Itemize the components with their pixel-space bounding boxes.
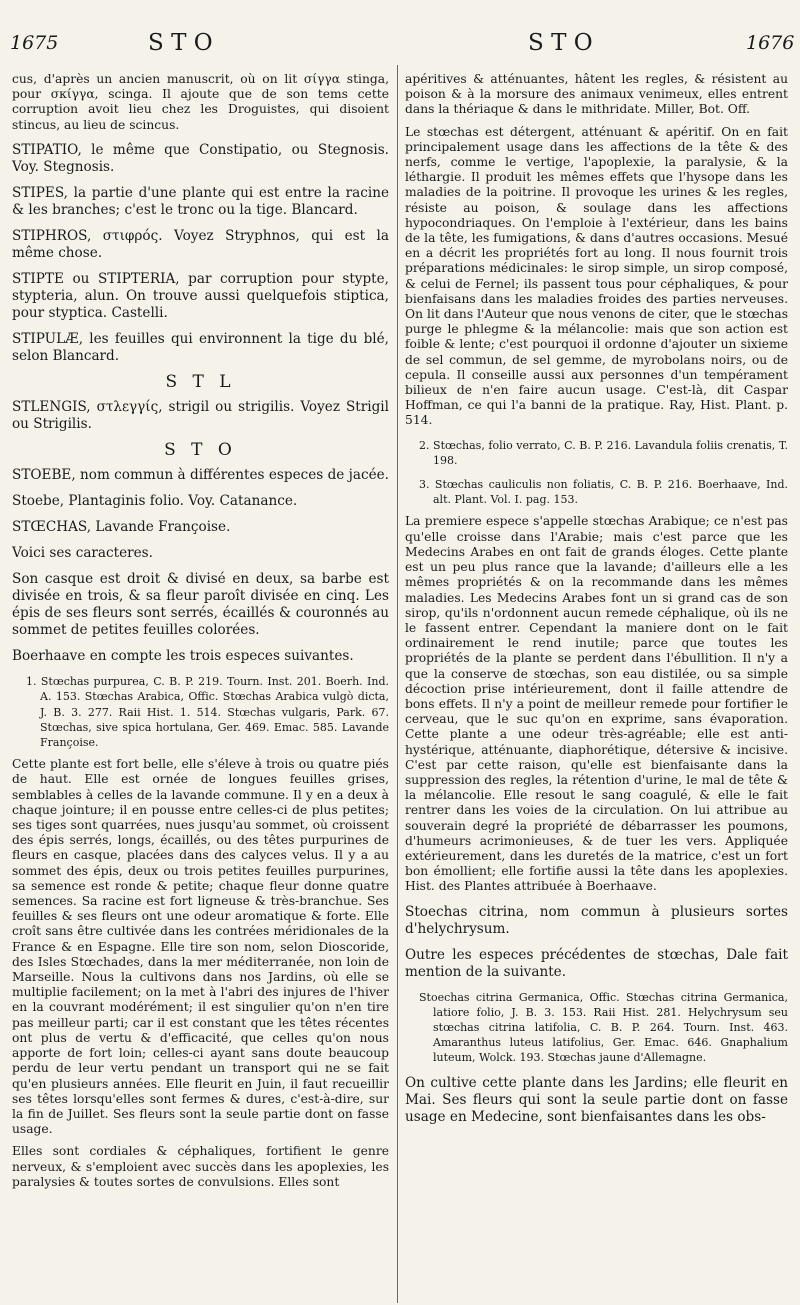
left-page-number: 1675 [10, 32, 59, 54]
dictionary-entry: Boerhaave en compte les trois especes suivantes. [12, 648, 354, 665]
body-paragraph: Cette plante est fort belle, elle s'éleve à trois ou quatre piés de haut. Elle est ornée de longues feuilles grises, semblables à celles de la lavande commune. Il y en a deux à chaque jointure; il en pousse entre celles-ci de plus petites; ses tiges sont quarrées, nues jusqu'au sommet, où croissent des épis serrés, longs, écaillés, ou des têtes purpurines de fleurs en casque, placées dans des calyces velus. Il y a au sommet des épis, deux ou trois petites feuilles purpurines, sa semence est ronde & petite; chaque fleur donne quatre semences. Sa racine est fort ligneuse & très-branchue. Ses feuilles & ses fleurs ont une odeur aromatique & forte. Elle croît sans être cultivée dans les contrées méridionales de la France & en Espagne. Elle tire son nom, selon Dioscoride, des Isles Stœchades, dans la mer méditerranée, non loin de Marseille. Nous la cultivons dans nos Jardins, où elle se multiplie facilement; on la met à l'abri des injures de l'hiver en la couvrant modérément; il est singulier qu'on n'en tire pas meilleur parti; car il est constant que les têtes récentes ont plus de vertu & d'efficacité, que celles qu'on nous apporte de fort loin; celles-ci ayant sans doute beaucoup perdu de leur vertu pendant un transport qui ne se fait qu'en plusieurs années. Elle fleurit en Juin, il faut recueillir ses têtes lorsqu'elles sont fermes & dures, c'est-à-dire, sur la fin de Juillet. Ses fleurs sont la seule partie dont on fasse usage. [12, 757, 389, 1137]
right-page-number: 1676 [746, 32, 795, 54]
dictionary-entry: Stoebe, Plantaginis folio. Voy. Catanance. [12, 493, 298, 510]
body-paragraph: Le stœchas est détergent, atténuant & apéritif. On en fait principalement usage dans les affections de la tête & des nerfs, comme le vertige, l'apoplexie, la paralysie, & la léthargie. Il produit les mêmes effets que l'hysope dans les maladies de la poitrine. Il provoque les urines & les regles, résiste au poison, & soulage dans les affections hypocondriaques. On l'emploie à l'extérieur, dans les bains de la tête, les fumigations, & dans d'autres occasions. Mesué en a décrit les propriétés fort au long. Il nous fournit trois préparations médicinales: le sirop simple, un sirop composé, & celui de Fernel; ils passent tous pour céphaliques, & pour bienfaisans dans les maladies froides des parties nerveuses. On lit dans l'Auteur que nous venons de citer, que le stœchas purge le phlegme & la mélancolie: mais que son action est foible & lente; c'est pourquoi il ordonne d'ajouter un sixieme de sel commun, de sel gemme, de myrobolans noirs, ou de cepula. Il conseille aussi aux personnes d'un tempérament bilieux de n'en faire aucun usage. C'est-là, dit Caspar Hoffman, ce qui l'a banni de la pratique. Ray, Hist. Plant. p. 514. [405, 124, 788, 428]
dictionary-entry: STLENGIS, στλεγγίς, strigil ou strigilis. Voyez Strigil ou Strigilis. [12, 399, 389, 433]
left-column [12, 72, 389, 1197]
column-rule [397, 65, 398, 1303]
body-paragraph: cus, d'après un ancien manuscrit, où on lit σίγγα stinga, pour σκίγγα, scinga. Il ajoute que de son tems cette corruption avoit lieu chez les Droguistes, qui disoient stincus, au lieu de scincus. [12, 72, 389, 132]
dictionary-entry: STOEBE, nom commun à différentes especes de jacée. [12, 467, 389, 484]
dictionary-entry: Voici ses caracteres. [12, 545, 153, 562]
synonym-list: 3. Stœchas cauliculis non foliatis, C. B. P. 216. Boerhaave, Ind. alt. Plant. Vol. I. pag. 153. [419, 478, 788, 507]
left-running-head: S T O [148, 30, 213, 56]
dictionary-entry: Stoechas citrina, nom commun à plusieurs sortes d'helychrysum. [405, 903, 788, 937]
dictionary-entry: STIPTE ou STIPTERIA, par corruption pour stypte, stypteria, alun. On trouve aussi quelquefois stiptica, pour styptica. Castelli. [12, 270, 389, 321]
right-running-head: S T O [528, 30, 593, 56]
dictionary-entry: STIPHROS, στιφρός. Voyez Stryphnos, qui est la même chose. [12, 227, 389, 261]
body-paragraph: La premiere espece s'appelle stœchas Arabique; ce n'est pas qu'elle croisse dans l'Arabie; mais c'est parce que les Medecins Arabes en ont fait de grands éloges. Cette plante est un peu plus rance que la lavande; d'ailleurs elle a les mêmes propriétés & on la recommande dans les mêmes maladies. Les Medecins Arabes font un si grand cas de son sirop, qu'ils n'ordonnent aucun remede céphalique, où ils ne le fassent entrer. Cependant la maniere dont on le fait ordinairement le rend inutile; parce que toutes les propriétés de la plante se perdent dans l'ébullition. Il n'y a que la conserve de stœchas, son eau distilée, ou sa simple décoction prise intérieurement, dont il faille attendre de bons effets. Il n'y a point de meilleur remede pour fortifier le cerveau, que le suc qu'on en exprime, sans évaporation. Cette plante a une odeur très-agréable; elle est anti-hystérique, atténuante, diaphorétique, détersive & incisive. C'est par cette raison, qu'elle est bienfaisante dans la suppression des regles, la rétention d'urine, le mal de tête & la mélancolie. Elle resout le sang coagulé, & elle le fait rentrer dans les voies de la circulation. On lui attribue au souverain degré la propriété de débarrasser les poumons, d'humeurs acrimonieuses, & de tuer les vers. Appliquée extérieurement, dans les duretés de la matrice, c'est un fort bon émollient; elle fortifie aussi la tête dans les apoplexies. Hist. des Plantes attribuée à Boerhaave. [405, 514, 788, 894]
dictionary-entry: STIPULÆ, les feuilles qui environnent la tige du blé, selon Blancard. [12, 330, 389, 364]
dictionary-entry: STŒCHAS, Lavande Françoise. [12, 519, 231, 536]
synonym-list: Stoechas citrina Germanica, Offic. Stœchas citrina Germanica, latiore folio, J. B. 3. 153. Raii Hist. 281. Helychrysum seu stœchas citrina latifolia, C. B. P. 264. Tourn. Inst. 463. Amaranthus luteus latifolius, Ger. Emac. 646. Gnaphalium luteum, Wolck. 193. Stœchas jaune d'Allemagne. [419, 990, 788, 1065]
section-heading: S T O [164, 440, 237, 461]
section-heading: S T L [165, 371, 236, 392]
body-paragraph: apéritives & atténuantes, hâtent les regles, & résistent au poison & à la morsure des animaux venimeux, elles entrent dans la thériaque & dans le mithridate. Miller, Bot. Off. [405, 72, 788, 117]
dictionary-entry: On cultive cette plante dans les Jardins; elle fleurit en Mai. Ses fleurs qui sont la seule partie dont on fasse usage en Medecine, sont bienfaisantes dans les obs- [405, 1074, 788, 1125]
body-paragraph: Elles sont cordiales & céphaliques, fortifient le genre nerveux, & s'emploient avec succès dans les apoplexies, les paralysies & toutes sortes de convulsions. Elles sont [12, 1144, 389, 1189]
dictionary-entry: STIPATIO, le même que Constipatio, ou Stegnosis. Voy. Stegnosis. [12, 141, 389, 175]
right-column [405, 72, 788, 1133]
dictionary-entry: Son casque est droit & divisé en deux, sa barbe est divisée en trois, & sa fleur paroît divisée en cinq. Les épis de ses fleurs sont serrés, écaillés & couronnés au sommet de petites feuilles colorées. [12, 571, 389, 639]
dictionary-entry: Outre les especes précédentes de stœchas, Dale fait mention de la suivante. [405, 946, 788, 980]
dictionary-entry: STIPES, la partie d'une plante qui est entre la racine & les branches; c'est le tronc ou la tige. Blancard. [12, 184, 389, 218]
synonym-list: 1. Stœchas purpurea, C. B. P. 219. Tourn. Inst. 201. Boerh. Ind. A. 153. Stœchas Arabica, Offic. Stœchas Arabica vulgò dicta, J. B. 3. 277. Raii Hist. 1. 514. Stœchas vulgaris, Park. 67. Stœchas, sive spica hortulana, Ger. 469. Emac. 585. Lavande Françoise. [26, 675, 389, 750]
synonym-list: 2. Stœchas, folio verrato, C. B. P. 216. Lavandula foliis crenatis, T. 198. [419, 438, 788, 467]
